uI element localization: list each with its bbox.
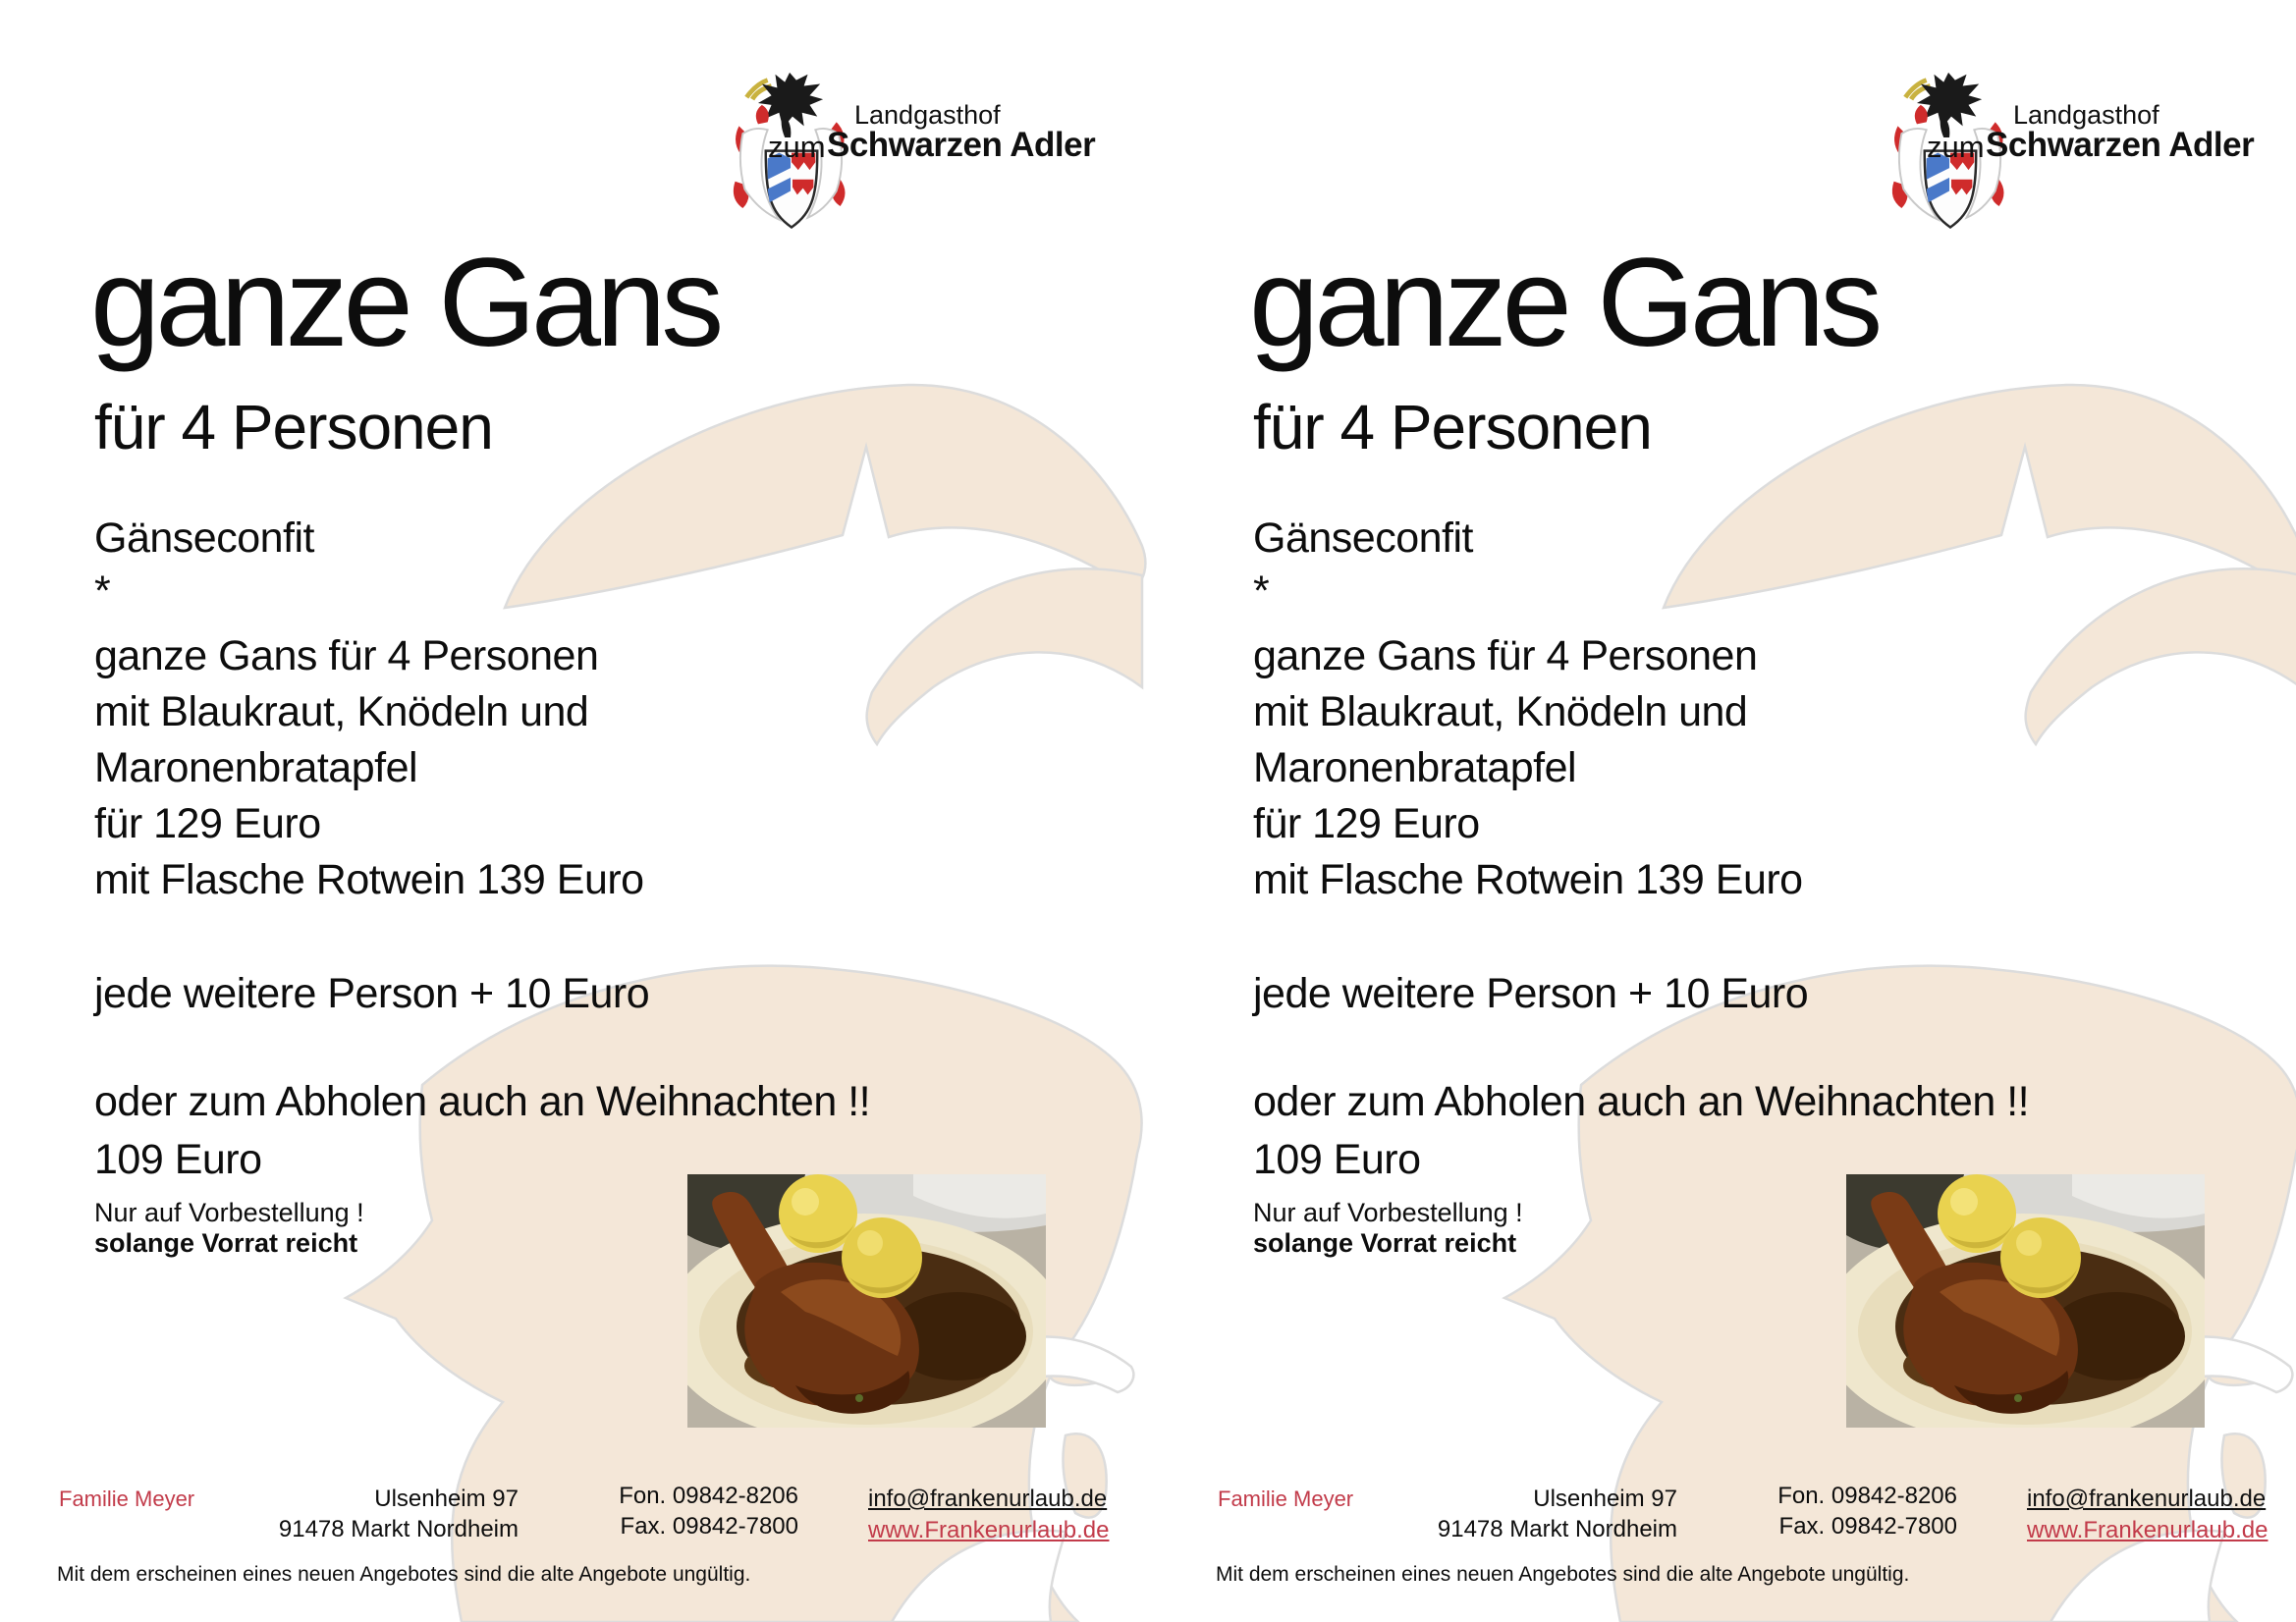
page-subtitle: für 4 Personen [1253, 392, 1652, 462]
fax-number: Fax. 09842-7800 [620, 1513, 798, 1540]
pickup-price: 109 Euro [1253, 1136, 1421, 1183]
menu-course: Gänseconfit [94, 514, 314, 562]
menu-course: Gänseconfit [1253, 514, 1473, 562]
logo-text-schwarzen-adler: Schwarzen Adler [1986, 126, 2255, 164]
restaurant-logo [1887, 65, 2261, 251]
phone-number: Fon. 09842-8206 [1777, 1483, 1957, 1509]
logo-text-zum: zum [1927, 130, 1985, 164]
links-block [868, 1484, 1109, 1546]
page-title: ganze Gans [90, 233, 720, 373]
address-city: 91478 Markt Nordheim [1437, 1516, 1677, 1542]
family-name: Familie Meyer [59, 1487, 195, 1511]
menu-line: mit Blaukraut, Knödeln und [1253, 688, 1748, 735]
menu-separator: * [1253, 568, 1270, 615]
menu-line: für 129 Euro [94, 800, 321, 847]
stock-note: solange Vorrat reicht [1253, 1228, 1517, 1258]
menu-separator: * [94, 568, 111, 615]
stock-note: solange Vorrat reicht [94, 1228, 358, 1258]
menu-line: mit Flasche Rotwein 139 Euro [1253, 856, 1803, 903]
contact-footer [0, 1473, 1148, 1551]
menu-line: ganze Gans für 4 Personen [94, 632, 599, 679]
website-link[interactable]: www.Frankenurlaub.de [2027, 1517, 2269, 1543]
disclaimer-text: Mit dem erscheinen eines neuen Angebotes sind die alte Angebote ungültig. [57, 1563, 751, 1586]
flyer-panel-right [1159, 0, 2296, 1622]
pickup-price: 109 Euro [94, 1136, 262, 1183]
address-city: 91478 Markt Nordheim [278, 1516, 519, 1542]
logo-text-zum: zum [768, 130, 826, 164]
extra-person-line: jede weitere Person + 10 Euro [1253, 970, 1809, 1017]
logo-text-landgasthof: Landgasthof [2013, 100, 2159, 130]
website-link[interactable]: www.Frankenurlaub.de [868, 1517, 1110, 1543]
preorder-note: Nur auf Vorbestellung ! [1253, 1198, 1523, 1227]
address-block [1402, 1484, 1677, 1544]
links-block [2027, 1484, 2268, 1546]
dish-photo [687, 1174, 1046, 1428]
phone-number: Fon. 09842-8206 [619, 1483, 798, 1509]
page-title: ganze Gans [1249, 233, 1879, 373]
phone-block [1746, 1481, 1957, 1541]
logo-text-landgasthof: Landgasthof [854, 100, 1001, 130]
email-link[interactable]: info@frankenurlaub.de [2027, 1486, 2267, 1512]
preorder-note: Nur auf Vorbestellung ! [94, 1198, 364, 1227]
menu-line: Maronenbratapfel [94, 744, 418, 791]
pickup-line: oder zum Abholen auch an Weihnachten !! [94, 1078, 871, 1125]
phone-block [587, 1481, 798, 1541]
dish-photo [1846, 1174, 2205, 1428]
menu-line: ganze Gans für 4 Personen [1253, 632, 1758, 679]
address-street: Ulsenheim 97 [374, 1486, 519, 1512]
disclaimer-text: Mit dem erscheinen eines neuen Angebotes sind die alte Angebote ungültig. [1216, 1563, 1910, 1586]
restaurant-logo [729, 65, 1102, 251]
menu-line: mit Flasche Rotwein 139 Euro [94, 856, 644, 903]
menu-line: Maronenbratapfel [1253, 744, 1577, 791]
fax-number: Fax. 09842-7800 [1778, 1513, 1957, 1540]
logo-text-schwarzen-adler: Schwarzen Adler [827, 126, 1096, 164]
extra-person-line: jede weitere Person + 10 Euro [94, 970, 650, 1017]
family-name: Familie Meyer [1218, 1487, 1354, 1511]
menu-description [1253, 628, 1803, 908]
address-street: Ulsenheim 97 [1533, 1486, 1677, 1512]
email-link[interactable]: info@frankenurlaub.de [868, 1486, 1108, 1512]
menu-line: mit Blaukraut, Knödeln und [94, 688, 589, 735]
contact-footer [1159, 1473, 2296, 1551]
menu-description [94, 628, 644, 908]
page-subtitle: für 4 Personen [94, 392, 493, 462]
pickup-line: oder zum Abholen auch an Weihnachten !! [1253, 1078, 2030, 1125]
address-block [244, 1484, 519, 1544]
menu-line: für 129 Euro [1253, 800, 1480, 847]
